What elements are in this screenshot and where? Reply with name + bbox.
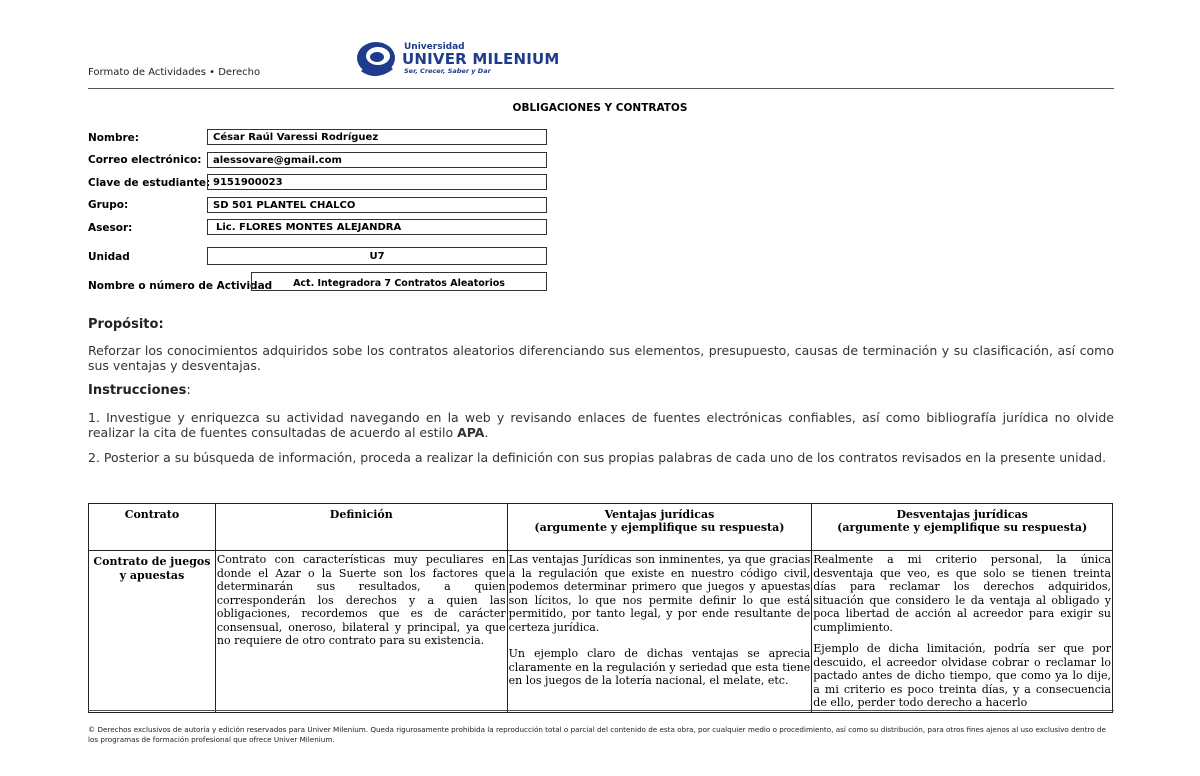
asesor-field: Lic. FLORES MONTES ALEJANDRA bbox=[207, 219, 547, 235]
proposito-text: Reforzar los conocimientos adquiridos sobe los contratos aleatorios diferenciando sus elementos, presupuesto, causas de terminación y su clasificación, así como sus ventajas y desventajas. bbox=[88, 343, 1114, 373]
proposito-heading: Propósito: bbox=[88, 317, 164, 332]
row-definicion: Contrato con características muy peculiares en donde el Azar o la Suerte son los factores que determinarán sus resultados, a quien corresponderán los derechos y a quien las obligaciones, recordemos que es de carácter consensual, oneroso, bilateral y principal, ya que no requiere de otro contrato para su existencia. bbox=[215, 551, 507, 713]
copyright-footer: © Derechos exclusivos de autoría y edición reservados para Univer Milenium. Queda rigurosamente prohibida la reproducción total o parcial del contenido de esta obra, por cualquier medio o procedimiento, así como su distribución, para otros fines ajenos al uso exclusivo dentro de los programas de formación profesional que ofrece Univer Milenium. bbox=[88, 725, 1106, 744]
header-ventajas-sub: (argumente y ejemplifique su respuesta) bbox=[534, 521, 785, 534]
row-ventajas bbox=[507, 551, 812, 713]
header-desventajas bbox=[812, 504, 1113, 551]
desventajas-p2: Ejemplo de dicha limitación, podría ser que por descuido, el acreedor olvidase cobrar o reclamar lo pactado antes de dicho tiempo, que como ya lo dije, a mi criterio es poco treinta días, y a consecuencia de ello, perder todo derecho a hacerlo bbox=[813, 642, 1111, 709]
actividad-field: Act. Integradora 7 Contratos Aleatorios bbox=[251, 272, 547, 291]
correo-label: Correo electrónico: bbox=[88, 154, 202, 166]
header-ventajas-title: Ventajas jurídicas bbox=[604, 508, 715, 521]
clave-label: Clave de estudiante: bbox=[88, 177, 211, 189]
instruccion-1 bbox=[88, 410, 1114, 440]
table-header-row bbox=[89, 504, 1113, 551]
university-logo bbox=[356, 40, 560, 80]
instruccion-1-apa: APA bbox=[457, 425, 485, 440]
instrucciones-heading-text: Instrucciones bbox=[88, 383, 187, 398]
page-title: OBLIGACIONES Y CONTRATOS bbox=[512, 102, 688, 114]
ventajas-p1: Las ventajas Jurídicas son inminentes, ya que gracias a la regulación que existe en nuestro código civil, podemos determinar primero que juegos y apuestas son lícitos, lo que nos permite definir lo que está permitido, por tanto legal, y por ende resultante de certeza jurídica. bbox=[508, 553, 811, 634]
grupo-label: Grupo: bbox=[88, 199, 129, 211]
header-divider bbox=[88, 88, 1114, 89]
correo-field: alessovare@gmail.com bbox=[207, 152, 547, 168]
instrucciones-heading bbox=[88, 383, 191, 398]
header-desventajas-title: Desventajas jurídicas bbox=[896, 508, 1028, 521]
instrucciones-colon: : bbox=[186, 383, 191, 398]
grupo-field: SD 501 PLANTEL CHALCO bbox=[207, 197, 547, 213]
header-contrato: Contrato bbox=[89, 504, 216, 551]
contracts-table bbox=[88, 503, 1113, 713]
table-row bbox=[89, 551, 1113, 713]
header-format-label: Formato de Actividades • Derecho bbox=[88, 67, 261, 78]
logo-main-text: UNIVER MILENIUM bbox=[402, 50, 560, 68]
header-definicion: Definición bbox=[215, 504, 507, 551]
desventajas-p1: Realmente a mi criterio personal, la única desventaja que veo, es que solo se tienen treinta días para reclamar los derechos adquiridos, situación que considero le da ventaja al obligado y poca libertad de acción al acreedor para exigir su cumplimiento. bbox=[813, 553, 1111, 634]
nombre-field: César Raúl Varessi Rodríguez bbox=[207, 129, 547, 145]
unidad-label: Unidad bbox=[88, 251, 130, 263]
header-desventajas-sub: (argumente y ejemplifique su respuesta) bbox=[837, 521, 1088, 534]
ventajas-p2: Un ejemplo claro de dichas ventajas se aprecia claramente en la regulación y seriedad que esta tiene en los juegos de la lotería nacional, el melate, etc. bbox=[508, 647, 811, 687]
actividad-label: Nombre o número de Actividad bbox=[88, 280, 273, 292]
nombre-label: Nombre: bbox=[88, 132, 139, 144]
instruccion-2: 2. Posterior a su búsqueda de información, proceda a realizar la definición con sus propias palabras de cada uno de los contratos revisados en la presente unidad. bbox=[88, 450, 1107, 465]
asesor-label: Asesor: bbox=[88, 222, 133, 234]
row-contrato: Contrato de juegos y apuestas bbox=[89, 551, 216, 713]
logo-small-text: Universidad bbox=[404, 42, 465, 52]
instruccion-1-end: . bbox=[484, 425, 489, 440]
logo-tagline: Ser, Crecer, Saber y Dar bbox=[404, 67, 491, 75]
clave-field: 9151900023 bbox=[207, 174, 547, 190]
footer-divider bbox=[88, 710, 1114, 711]
header-ventajas bbox=[507, 504, 812, 551]
row-desventajas bbox=[812, 551, 1113, 713]
instruccion-1-text: 1. Investigue y enriquezca su actividad navegando en la web y revisando enlaces de fuentes electrónicas confiables, así como bibliografía jurídica no olvide realizar la cita de fuentes consultadas de acuerdo al estilo bbox=[88, 410, 1114, 440]
unidad-field: U7 bbox=[207, 247, 547, 265]
